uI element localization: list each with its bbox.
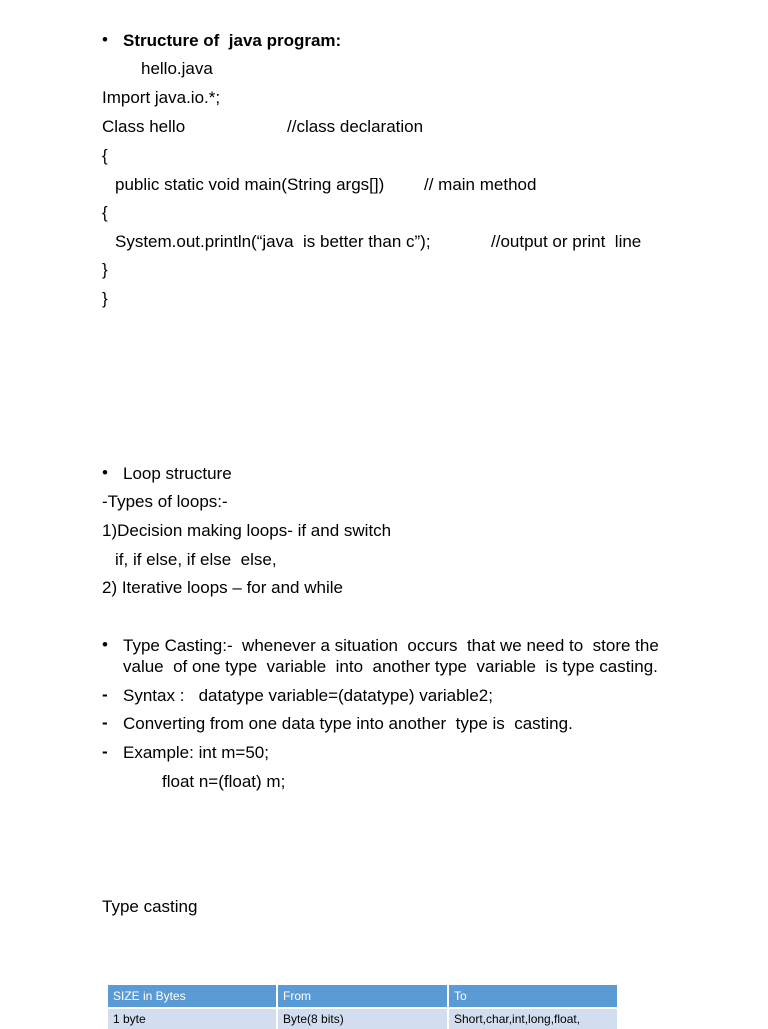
table-cell: Byte(8 bits)	[277, 1008, 448, 1029]
loops-line: if, if else, if else else,	[115, 550, 277, 569]
code-comment: //class declaration	[287, 117, 424, 136]
table-header-cell: To	[448, 985, 618, 1008]
casting-example-cont: float n=(float) m;	[162, 772, 286, 791]
dash-marker: -	[102, 742, 108, 761]
code-line: public static void main(String args[])	[115, 175, 385, 194]
code-line: {	[102, 203, 108, 222]
code-comment: //output or print line	[491, 232, 642, 251]
table-cell: 1 byte	[108, 1008, 277, 1029]
bullet: •	[102, 463, 108, 482]
loops-line: -Types of loops:-	[102, 492, 228, 511]
code-line: Class hello	[102, 117, 186, 136]
bullet: •	[102, 635, 108, 654]
bullet: •	[102, 30, 108, 49]
code-line: }	[102, 260, 108, 279]
loops-line: 1)Decision making loops- if and switch	[102, 521, 392, 540]
filename: hello.java	[141, 59, 213, 78]
dash-marker: -	[102, 685, 108, 704]
table-header-cell: SIZE in Bytes	[108, 985, 277, 1008]
table-row	[108, 1008, 618, 1029]
table-cell: Short,char,int,long,float,	[448, 1008, 618, 1029]
casting-item: Converting from one data type into another type is casting.	[123, 714, 573, 733]
code-line: System.out.println(“java is better than c”);	[115, 232, 431, 251]
casting-item: Example: int m=50;	[123, 743, 269, 762]
table-header-cell: From	[277, 985, 448, 1008]
code-line: Import java.io.*;	[102, 88, 221, 107]
type-casting-table	[108, 985, 619, 1029]
table-header-row	[108, 985, 618, 1008]
loops-line: 2) Iterative loops – for and while	[102, 578, 343, 597]
code-line: }	[102, 289, 108, 308]
casting-item: Syntax : datatype variable=(datatype) variable2;	[123, 686, 493, 705]
loops-heading: Loop structure	[123, 464, 232, 483]
structure-heading: Structure of java program:	[123, 31, 342, 50]
casting-text: value of one type variable into another type variable is type casting.	[123, 657, 658, 676]
casting-text: Type Casting:- whenever a situation occurs that we need to store the	[123, 636, 659, 655]
code-line: {	[102, 146, 108, 165]
code-comment: // main method	[424, 175, 537, 194]
dash-marker: -	[102, 713, 108, 732]
section-title: Type casting	[102, 897, 198, 916]
